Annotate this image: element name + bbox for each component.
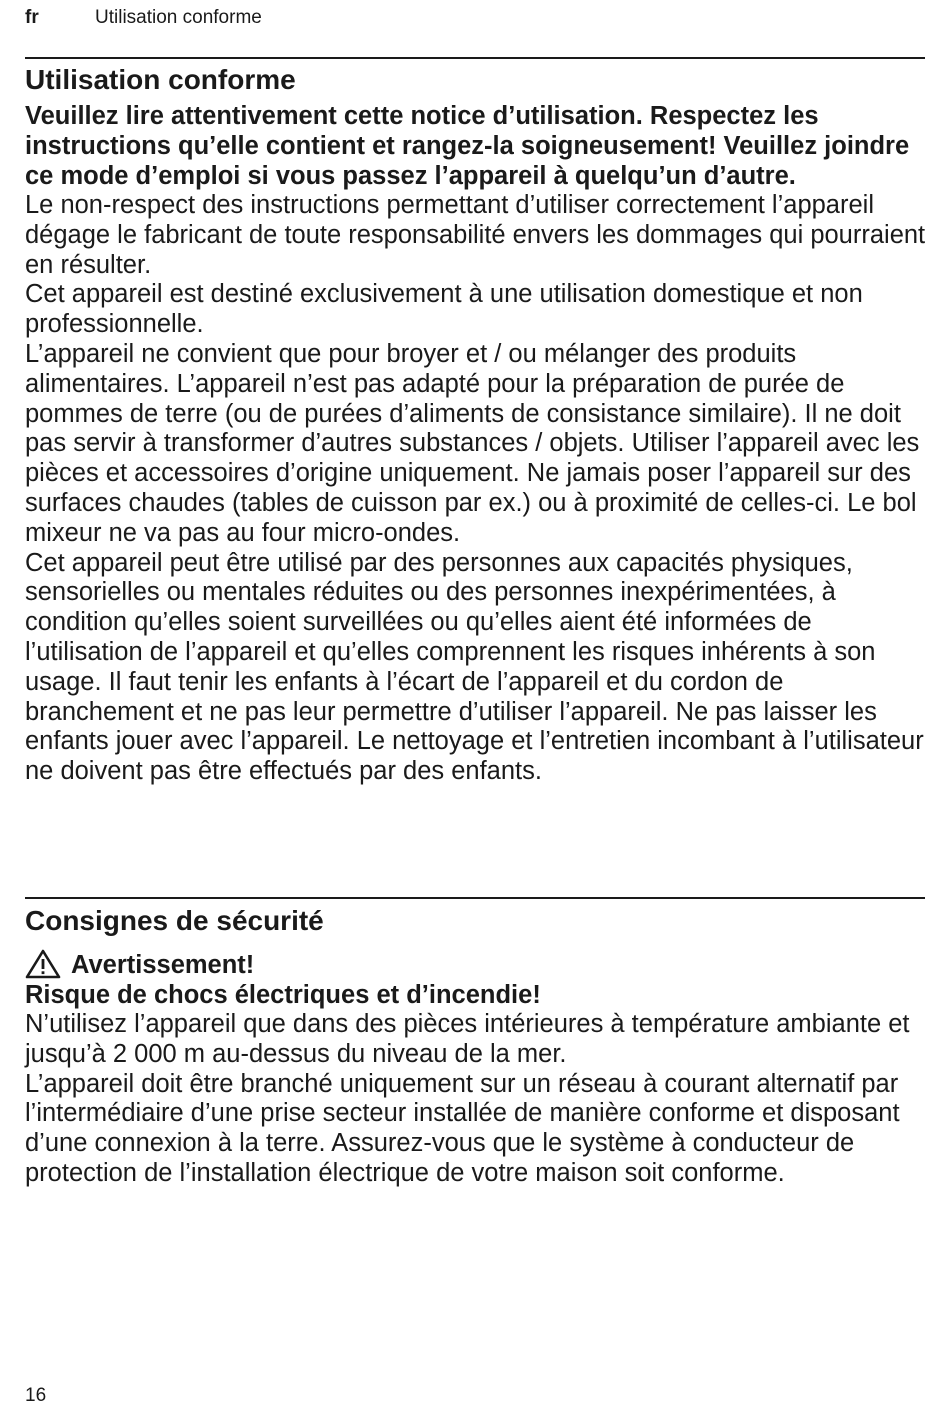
language-code: fr	[25, 7, 39, 28]
warning-label: Avertissement!	[71, 951, 255, 979]
section-intended-use	[25, 63, 930, 787]
section-rule-safety	[25, 897, 925, 899]
page-number: 16	[25, 1385, 47, 1406]
warning-heading	[25, 950, 930, 980]
section-rule-top	[25, 57, 925, 59]
section-title-safety: Consignes de sécurité	[25, 905, 324, 936]
running-header	[25, 6, 262, 30]
paragraph-indoor-use: N’utilisez l’appareil que dans des pièces intérieures à température ambiante et jusqu’à 2 000 m au-dessus du niveau de la mer.	[25, 1010, 910, 1068]
lead-paragraph: Veuillez lire attentivement cette notice d’utilisation. Respectez les instructions qu’elle contient et rangez-la soigneusement! Veuillez joindre ce mode d’emploi si vous passez l’appareil à quelqu’un d’autre.	[25, 102, 910, 190]
section-title-intended-use: Utilisation conforme	[25, 64, 296, 95]
paragraph-food-processing: L’appareil ne convient que pour broyer et / ou mélanger des produits alimentaires. L’appareil n’est pas adapté pour la préparation de purée de pommes de terre (ou de purées d’aliments de consistance similaire). Il ne doit pas servir à transformer d’autres substances / objets. Utiliser l’appareil avec les pièces et accessoires d’origine uniquement. Ne jamais poser l’appareil sur des surfaces chaudes (tables de cuisson par ex.) ou à proximité de celles-ci. Le bol mixeur ne va pas au four micro-ondes.	[25, 339, 920, 547]
paragraph-electrical-connection: L’appareil doit être branché uniquement sur un réseau à courant alternatif par l’intermédiaire d’une prise secteur installée de manière conforme et disposant d’une connexion à la terre. Assurez-vous que le système à conducteur de protection de l’installation électrique de votre maison soit conforme.	[25, 1069, 900, 1187]
paragraph-persons-children: Cet appareil peut être utilisé par des personnes aux capacités physiques, sensorielles ou mentales réduites ou des personnes inexpérimentées, à condition qu’elles soient surveillées ou qu’elles aient été informées de l’utilisation de l’appareil et qu’elles comprennent les risques inhérents à son usage. Il faut tenir les enfants à l’écart de l’appareil et du cordon de branchement et ne pas leur permettre d’utiliser l’appareil. Ne pas laisser les enfants jouer avec l’appareil. Le nettoyage et l’entretien incombant à l’utilisateur ne doivent pas être effectués par des enfants.	[25, 548, 924, 786]
paragraph-domestic-use: Cet appareil est destiné exclusivement à une utilisation domestique et non professionnelle.	[25, 280, 863, 339]
running-header-title: Utilisation conforme	[95, 7, 262, 28]
warning-subtitle: Risque de chocs électriques et d’incendie!	[25, 981, 541, 1009]
warning-triangle-icon	[25, 949, 61, 979]
paragraph-liability: Le non-respect des instructions permettant d’utiliser correctement l’appareil dégage le fabricant de toute responsabilité envers les dommages qui pourraient en résulter.	[25, 191, 926, 279]
section-safety	[25, 904, 930, 1189]
